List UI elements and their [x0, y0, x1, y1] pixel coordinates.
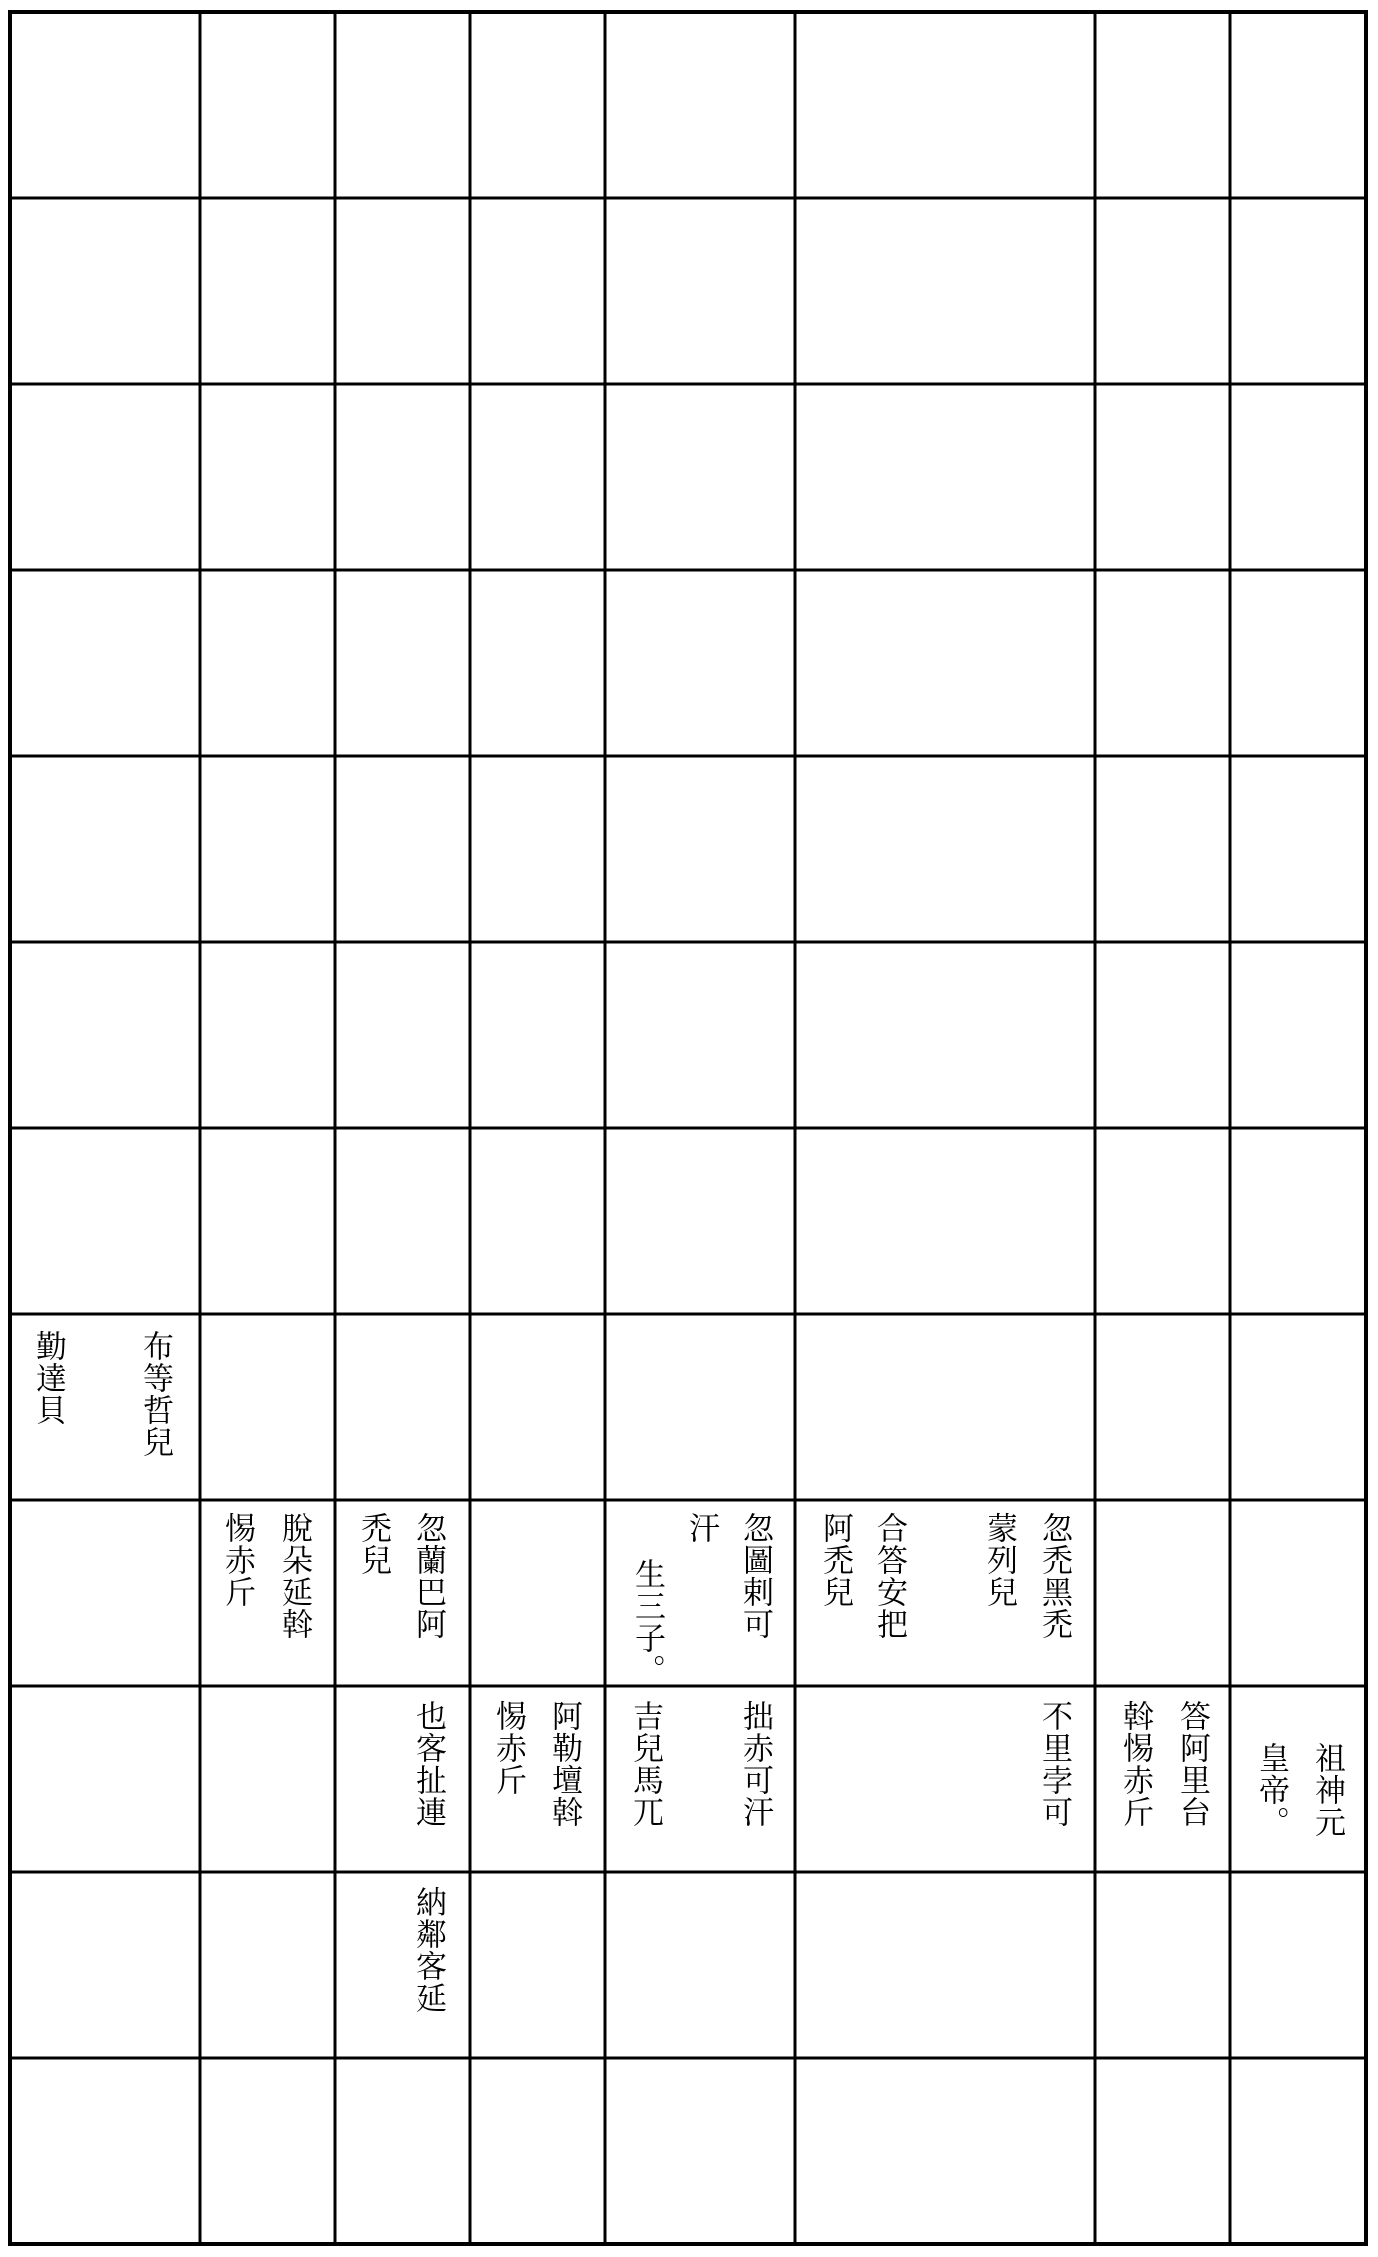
cell-text: 惕赤斤	[490, 1700, 526, 1796]
cell-text: 忽禿黑禿	[1036, 1512, 1072, 1640]
cell-text: 吉兒馬兀	[627, 1700, 663, 1828]
cell-text: 阿禿兒	[817, 1512, 853, 1608]
cell-text: 答阿里台	[1174, 1700, 1210, 1828]
cell-text: 禿兒	[355, 1512, 391, 1576]
cell-text: 惕赤斤	[219, 1512, 255, 1608]
cell-text: 拙赤可汗	[737, 1700, 773, 1828]
cell-text: 生三子。	[629, 1558, 665, 1686]
cell-text: 布等哲兒	[137, 1330, 173, 1458]
cell-text: 不里孛可	[1036, 1700, 1072, 1828]
grid-lines	[10, 12, 1366, 2244]
cell-text: 蒙列兒	[981, 1512, 1017, 1608]
cell-text: 合答安把	[871, 1512, 907, 1640]
cell-text: 忽圖剌可	[737, 1512, 773, 1640]
cell-text: 祖神元	[1309, 1742, 1345, 1838]
cell-text: 也客扯連	[410, 1700, 446, 1828]
cell-text: 皇帝。	[1253, 1742, 1289, 1838]
cell-text: 汗	[683, 1512, 719, 1544]
cell-text: 忽蘭巴阿	[410, 1512, 446, 1640]
cell-text: 阿勒壇斡	[546, 1700, 582, 1828]
cell-text: 勤達貝	[30, 1330, 66, 1426]
cell-text: 納鄰客延	[410, 1886, 446, 2014]
cell-text: 脫朵延斡	[276, 1512, 312, 1640]
cell-text: 斡惕赤斤	[1117, 1700, 1153, 1828]
